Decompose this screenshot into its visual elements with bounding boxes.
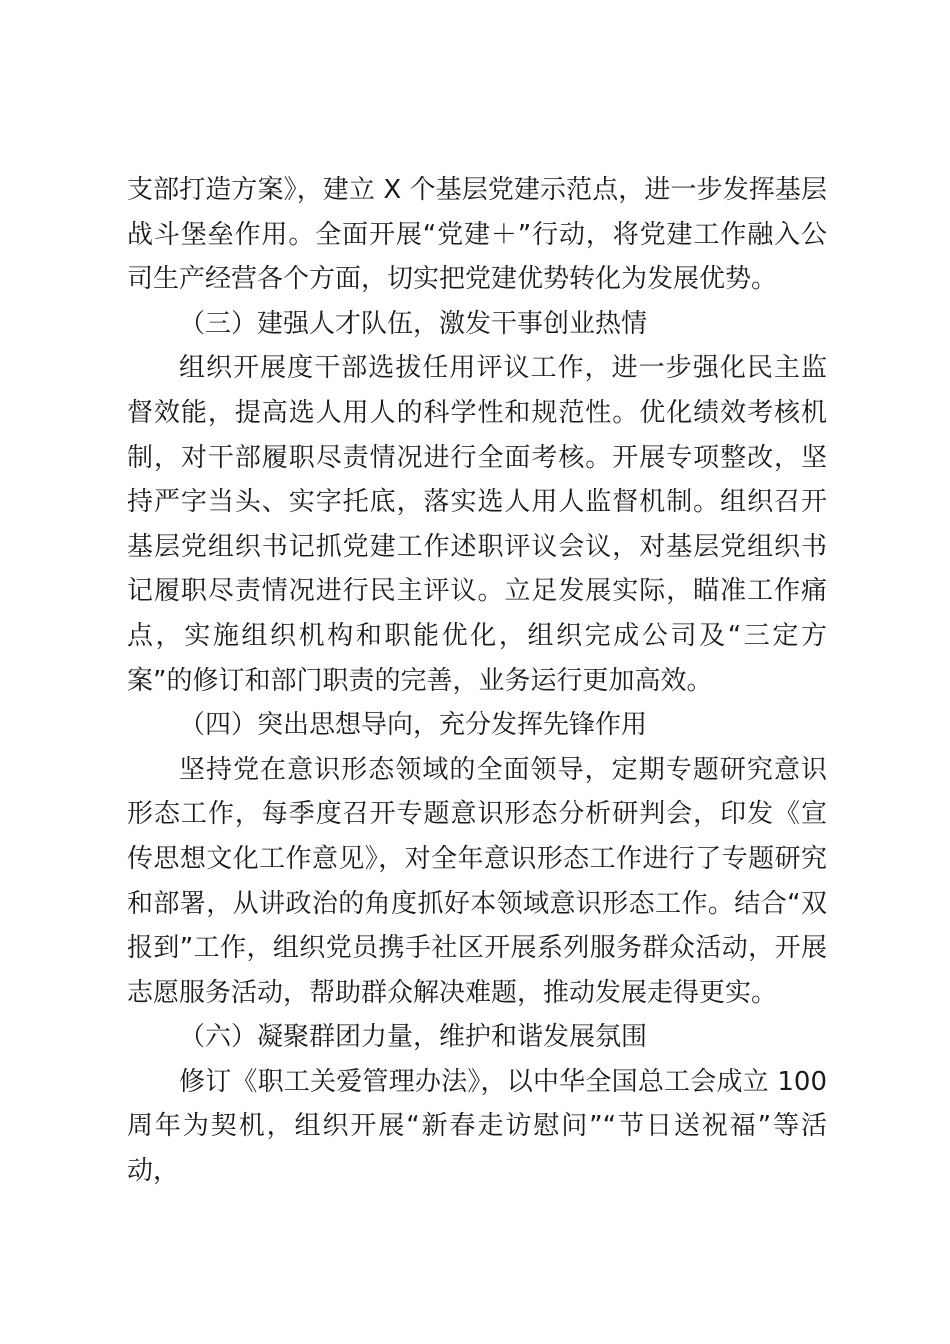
document-body xyxy=(127,168,827,1194)
section-heading-ideology: （四）突出思想导向，充分发挥先锋作用 xyxy=(179,710,648,741)
paragraph-mass-organizations: 修订《职工关爱管理办法》，以中华全国总工会成立 100 周年为契机，组织开展“新春走访慰问”“节日送祝福”等活动， xyxy=(127,1066,827,1187)
paragraph-ideology: 坚持党在意识形态领域的全面领导，定期专题研究意识形态工作，每季度召开专题意识形态分析研判会，印发《宣传思想文化工作意见》，对全年意识形态工作进行了专题研究和部署，从讲政治的角度抓好本领域意识形态工作。结合“双报到”工作，组织党员携手社区开展系列服务群众活动，开展志愿服务活动，帮助群众解决难题，推动发展走得更实。 xyxy=(127,754,827,1008)
section-heading-talent-team: （三）建强人才队伍，激发干事创业热情 xyxy=(179,308,648,339)
paragraph-talent-team: 组织开展度干部选拔任用评议工作，进一步强化民主监督效能，提高选人用人的科学性和规范性。优化绩效考核机制，对干部履职尽责情况进行全面考核。开展专项整改，坚持严字当头、实字托底，落实选人用人监督机制。组织召开基层党组织书记抓党建工作述职评议会议，对基层党组织书记履职尽责情况进行民主评议。立足发展实际，瞄准工作痛点，实施组织机构和职能优化，组织完成公司及“三定方案”的修订和部门职责的完善，业务运行更加高效。 xyxy=(127,353,827,696)
section-heading-mass-organizations: （六）凝聚群团力量，维护和谐发展氛围 xyxy=(179,1022,648,1053)
paragraph-party-building-continued: 支部打造方案》，建立 X 个基层党建示范点，进一步发挥基层战斗堡垒作用。全面开展“党建＋”行动，将党建工作融入公司生产经营各个方面，切实把党建优势转化为发展优势。 xyxy=(127,175,827,295)
